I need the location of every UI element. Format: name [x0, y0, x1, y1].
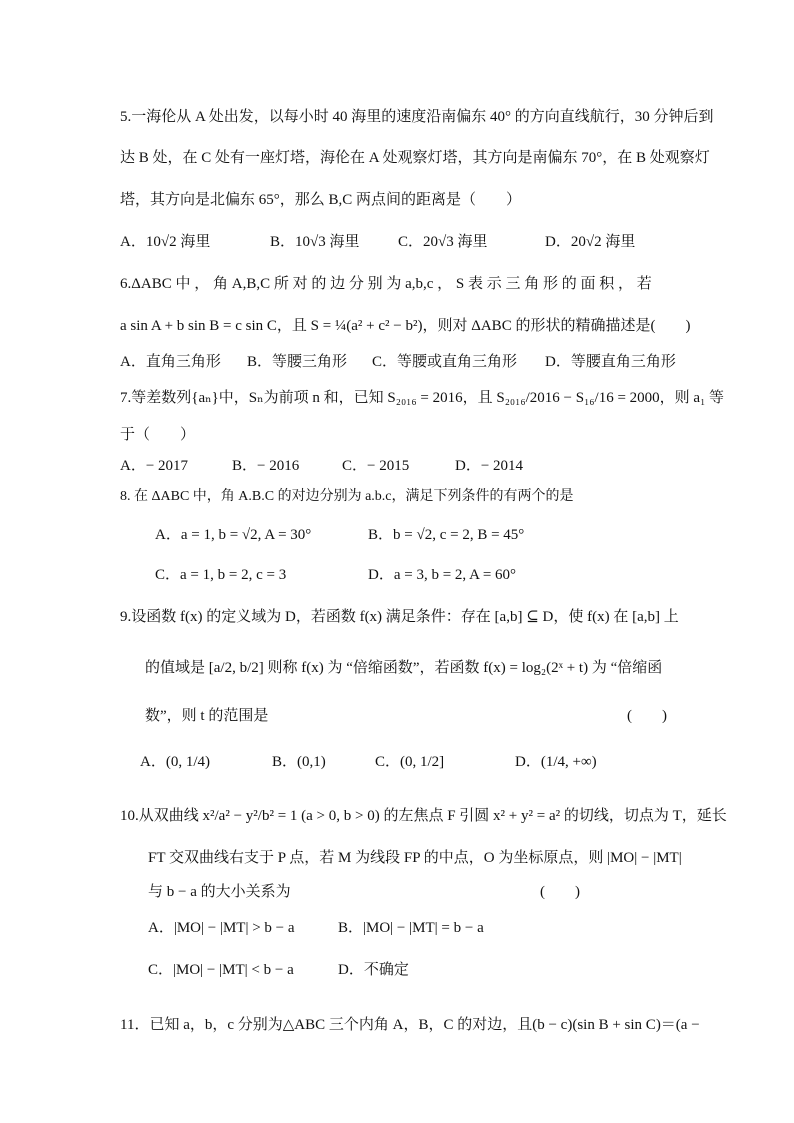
q9-line2: 的值域是 [a/2, b/2] 则称 f(x) 为 “倍缩函数”，若函数 f(x) = log₂(2ˣ + t) 为 “倍缩函: [145, 660, 663, 676]
q8-line1: 8. 在 ΔABC 中，角 A.B.C 的对边分别为 a.b.c，满足下列条件的有两个的是: [120, 489, 574, 504]
q9-option-a: A．(0, 1/4): [140, 754, 210, 770]
q5-option-d: D．20√2 海里: [545, 234, 636, 250]
q10-line3: 与 b − a 的大小关系为: [148, 884, 291, 900]
q10-answer-paren: ( ): [540, 884, 580, 900]
q8-option-c: C．a = 1, b = 2, c = 3: [155, 567, 287, 583]
q5-line3: 塔，其方向是北偏东 65°，那么 B,C 两点间的距离是（ ）: [120, 192, 522, 208]
q9-line3: 数”，则 t 的范围是: [145, 708, 269, 724]
q7-line2: 于（ ）: [120, 427, 196, 443]
q6-option-b: B．等腰三角形: [247, 354, 348, 370]
q10-line1: 10.从双曲线 x²/a² − y²/b² = 1 (a > 0, b > 0) 的左焦点 F 引圆 x² + y² = a² 的切线，切点为 T，延长: [120, 808, 727, 824]
q6-option-a: A．直角三角形: [120, 354, 221, 370]
q10-option-b: B．|MO| − |MT| = b − a: [338, 920, 484, 936]
q6-line1: 6.ΔABC 中 ， 角 A,B,C 所 对 的 边 分 别 为 a,b,c ， S 表 示 三 角 形 的 面 积 ， 若: [120, 276, 652, 292]
q5-option-a: A．10√2 海里: [120, 234, 211, 250]
q5-option-b: B．10√3 海里: [270, 234, 360, 250]
q10-line2: FT 交双曲线右支于 P 点，若 M 为线段 FP 的中点，O 为坐标原点，则 |MO| − |MT|: [148, 850, 682, 866]
q9-option-d: D．(1/4, +∞): [515, 754, 597, 770]
q8-option-d: D．a = 3, b = 2, A = 60°: [368, 567, 517, 583]
q10-option-a: A．|MO| − |MT| > b − a: [148, 920, 295, 936]
q10-option-c: C．|MO| − |MT| < b − a: [148, 962, 294, 978]
q7-option-a: A．− 2017: [120, 458, 189, 474]
q7-option-c: C．− 2015: [342, 458, 410, 474]
q11-line1: 11．已知 a，b，c 分别为△ABC 三个内角 A，B，C 的对边，且(b − c)(sin B + sin C)＝(a −: [120, 1017, 700, 1033]
q6-option-d: D．等腰直角三角形: [545, 354, 676, 370]
q6-line2: a sin A + b sin B = c sin C，且 S = ¼(a² + c² − b²)，则对 ΔABC 的形状的精确描述是( ): [120, 318, 691, 334]
q9-line1: 9.设函数 f(x) 的定义域为 D，若函数 f(x) 满足条件：存在 [a,b] ⊆ D，使 f(x) 在 [a,b] 上: [120, 609, 679, 625]
q9-option-c: C．(0, 1/2]: [375, 754, 445, 770]
q9-option-b: B．(0,1): [272, 754, 326, 770]
q5-option-c: C．20√3 海里: [398, 234, 488, 250]
q8-option-a: A．a = 1, b = √2, A = 30°: [155, 527, 312, 543]
q5-line1: 5.一海伦从 A 处出发，以每小时 40 海里的速度沿南偏东 40° 的方向直线航行，30 分钟后到: [120, 109, 714, 125]
q8-option-b: B．b = √2, c = 2, B = 45°: [368, 527, 525, 543]
q7-option-b: B．− 2016: [232, 458, 300, 474]
q10-option-d: D．不确定: [338, 962, 409, 978]
q7-line1: 7.等差数列{aₙ}中，Sₙ为前项 n 和，已知 S₂₀₁₆ = 2016，且 S₂₀₁₆/2016 − S₁₆/16 = 2000，则 a₁ 等: [120, 390, 725, 406]
q7-option-d: D．− 2014: [455, 458, 524, 474]
q6-option-c: C．等腰或直角三角形: [372, 354, 518, 370]
q9-answer-paren: ( ): [627, 708, 667, 724]
q5-line2: 达 B 处，在 C 处有一座灯塔，海伦在 A 处观察灯塔，其方向是南偏东 70°，在 B 处观察灯: [120, 150, 710, 166]
